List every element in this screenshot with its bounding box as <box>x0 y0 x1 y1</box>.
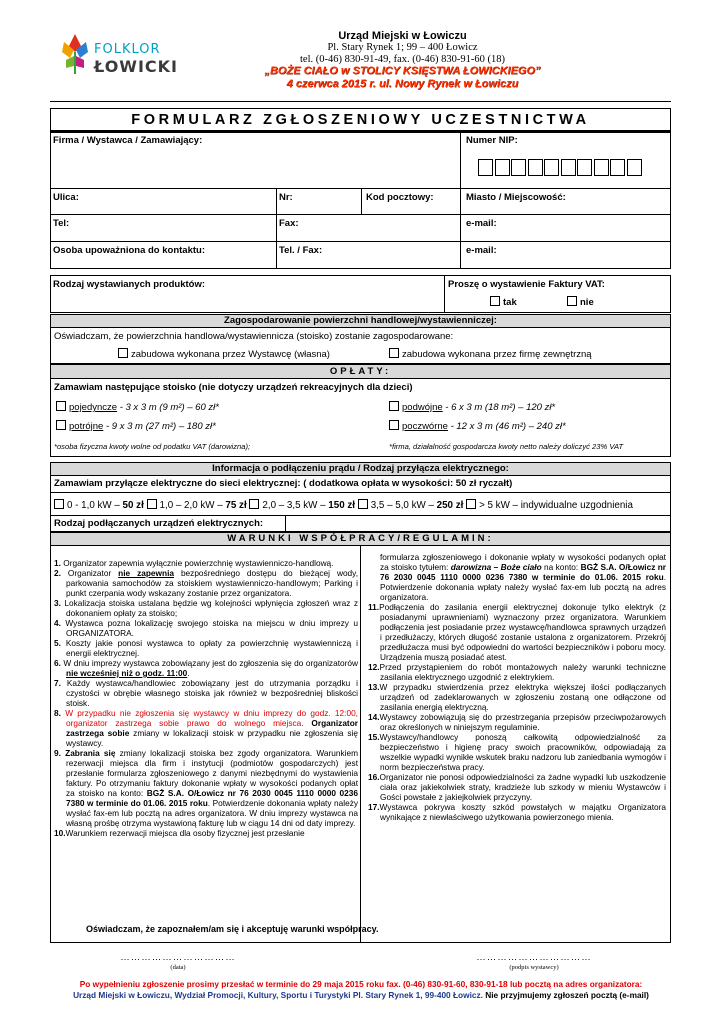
term-5: 5. Koszty jakie ponosi wystawca to opłaty za powierzchnię wystawienniczą i energii elektrycznej. <box>54 638 358 658</box>
checkbox-icon[interactable] <box>358 499 368 509</box>
organizer-name: Urząd Miejski w Łowiczu <box>338 30 467 42</box>
term-3: 3. Lokalizacja stoiska ustalana będzie wg kolejności wpłynięcia zgłoszeń wraz z dokonaniem opłaty za stoisko; <box>54 598 358 618</box>
power-option-4[interactable]: 3,5 – 5,0 kW – 250 zł <box>358 500 464 511</box>
term-2: 2. Organizator nie zapewnia bezpośredniego dostępu do bieżącej wody, parkowania samochodów za stoiskiem wystawienniczo-handlowym; Parking i punkt czerpania wody wskazany zostanie przez organizatora. <box>54 568 359 598</box>
checkbox-icon[interactable] <box>389 348 399 358</box>
logo-text-folklor: FOLKLOR <box>94 42 161 57</box>
fax-field[interactable] <box>276 214 461 242</box>
term-16: 16.Organizator nie ponosi odpowiedzialności za żadne wypadki lub uszkodzenie ciała oraz jakiekolwiek straty, kradzieże lub szkody w mieniu Wystawców i Gości powstałe z jakiejkolwiek przyczyny. <box>368 772 666 802</box>
checkbox-icon[interactable] <box>118 348 128 358</box>
term-1: 1. Organizator zapewnia wyłącznie powierzchnię wystawienniczo-handlową. <box>54 558 334 568</box>
email-not-accepted-note: Nie przyjmujemy zgłoszeń pocztą (e-mail) <box>482 990 649 1000</box>
form-title: FORMULARZ ZGŁOSZENIOWY UCZESTNICTWA <box>50 108 671 132</box>
nip-digit-boxes[interactable] <box>478 159 643 178</box>
city-label: Miasto / Miejscowość: <box>466 192 566 203</box>
terms-right-column <box>368 552 666 822</box>
terms-left-column <box>54 558 358 838</box>
arrangement-own-option[interactable]: zabudowa wykonana przez Wystawcę (własna) <box>118 348 330 360</box>
term-9: 9. Zabrania się zmiany lokalizacji stoiska bez zgody organizatora. Warunkiem rezerwacji miejsca dla firm i instytucji (podmiotów gospodarczych) jest przesłanie formularza zgłoszeniowego z danymi niezbędnymi do wystawienia faktury. Po otrzymaniu faktury dokonanie wpłaty w wysokości podanych opłat za stoisko na konto: BGŻ S.A. O/Łowicz nr 76 2030 0045 1110 0000 0236 7380 w terminie do 01.06. 2015 roku. Potwierdzenie dokonania wpłaty należy wysłać fax-em lub pocztą na adres organizatora. W dniu imprezy wystawca na własną prośbę otrzyma wystawioną fakturę lub w ciągu 14 dni od daty imprezy. <box>54 748 358 828</box>
contact-email-label: e-mail: <box>466 245 497 256</box>
event-title: „BOŻE CIAŁO w STOLICY KSIĘSTWA ŁOWICKIEGO” <box>264 65 541 77</box>
power-option-3[interactable]: 2,0 – 3,5 kW – 150 zł <box>249 500 355 511</box>
fees-note-company: *firma, działalność gospodarcza kwoty netto należy doliczyć 23% VAT <box>389 442 624 451</box>
checkbox-icon[interactable] <box>389 401 399 411</box>
arrangement-external-option[interactable]: zabudowa wykonana przez firmę zewnętrzną <box>389 348 592 360</box>
acceptance-statement: Oświadczam, że zapoznałem/am się i akceptuję warunki współpracy. <box>86 924 379 934</box>
street-label: Ulica: <box>53 192 79 203</box>
vat-no-option[interactable]: nie <box>567 296 594 308</box>
fees-header: OPŁATY: <box>50 364 671 379</box>
phone-field[interactable] <box>50 214 277 242</box>
number-label: Nr: <box>279 192 293 203</box>
postal-code-label: Kod pocztowy: <box>366 192 434 203</box>
term-10: 10.Warunkiem rezerwacji miejsca dla osoby fizycznej jest przesłanie <box>54 828 305 838</box>
fax-label: Fax: <box>279 218 299 229</box>
term-13: 13.W przypadku stwierdzenia przez elektryka większej ilości podłączanych urządzeń od zadeklarowanych w zgłoszeniu zostaną one odłączone od zasilania energią elektryczną. <box>368 682 666 712</box>
phone-label: Tel: <box>53 218 70 229</box>
term-14: 14.Wystawcy zobowiązują się do przestrzegania przepisów przeciwpożarowych oraz określonych w niniejszym regulaminie. <box>368 712 666 732</box>
company-label: Firma / Wystawca / Zamawiający: <box>53 135 203 146</box>
date-caption: (data) <box>170 964 186 971</box>
checkbox-icon[interactable] <box>54 499 64 509</box>
nip-label: Numer NIP: <box>466 135 518 146</box>
header-divider <box>50 101 671 102</box>
arrangement-header: Zagospodarowanie powierzchni handlowej/wystawienniczej: <box>50 314 671 328</box>
organizer-full-address: Urząd Miejski w Łowiczu, Wydział Promocji, Kultury, Sportu i Turystyki Pl. Stary Rynek 1, 99-400 Łowicz. <box>73 990 483 1000</box>
power-option-2[interactable]: 1,0 – 2,0 kW – 75 zł <box>147 500 247 511</box>
devices-label: Rodzaj podłączanych urządzeń elektrycznych: <box>54 518 264 529</box>
checkbox-icon[interactable] <box>249 499 259 509</box>
electricity-header: Informacja o podłączeniu prądu / Rodzaj przyłącza elektrycznego: <box>50 462 671 476</box>
email-label: e-mail: <box>466 218 497 229</box>
term-8: 8. W przypadku nie zgłoszenia się wystawcy w dniu imprezy do godz. 12:00, organizator zastrzega sobie prawo do wolnego miejsca. Organizator zastrzega sobie zmiany w lokalizacji stoisk w przypadku nie zgłoszenia się wystawcy. <box>54 708 358 748</box>
power-option-5[interactable]: > 5 kW – indywidualne uzgodnienia <box>466 500 633 511</box>
organizer-contact: tel. (0-46) 830-91-49, fax. (0-46) 830-91-60 (18) <box>300 54 505 65</box>
checkbox-icon[interactable] <box>466 499 476 509</box>
stand-double-option[interactable]: podwójne - 6 x 3 m (18 m²) – 120 zł* <box>389 401 555 413</box>
stand-single-option[interactable]: pojedyncze - 3 x 3 m (9 m²) – 60 zł* <box>56 401 219 413</box>
vat-invoice-label: Proszę o wystawienie Faktury VAT: <box>448 279 605 290</box>
terms-column-divider <box>360 545 361 943</box>
exhibitor-signature-line[interactable]: …………………………… <box>476 952 592 963</box>
checkbox-icon[interactable] <box>56 420 66 430</box>
devices-field[interactable] <box>285 515 671 532</box>
folklor-logo <box>60 30 200 78</box>
electricity-options <box>54 499 633 511</box>
folk-flower-logo-icon <box>60 30 90 76</box>
checkbox-icon[interactable] <box>147 499 157 509</box>
term-17: 17.Wystawca pokrywa koszty szkód powstałych w majątku Organizatora wynikające z niewłaściwego użytkowania powierzonego mienia. <box>368 802 666 822</box>
stand-quadruple-option[interactable]: poczwórne - 12 x 3 m (46 m²) – 240 zł* <box>389 420 566 432</box>
arrangement-statement: Oświadczam, że powierzchnia handlowa/wystawiennicza (stoisko) zostanie zagospodarowane: <box>54 331 454 342</box>
event-date: 4 czerwca 2015 r. ul. Nowy Rynek w Łowiczu <box>286 78 519 90</box>
electricity-intro: Zamawiam przyłącze elektryczne do sieci elektrycznej: ( dodatkowa opłata w wysokości: 50 zł ryczałt) <box>54 478 513 489</box>
term-4: 4. Wystawca pozna lokalizację swojego stoiska na miejscu w dniu imprezy u ORGANIZATORA. <box>54 618 358 638</box>
checkbox-icon[interactable] <box>490 296 500 306</box>
signature-caption: (podpis wystawcy) <box>509 964 559 971</box>
contact-person-label: Osoba upoważniona do kontaktu: <box>53 245 205 256</box>
submission-note <box>36 979 686 1001</box>
logo-text-lowicki: ŁOWICKI <box>94 57 178 76</box>
power-option-1[interactable]: 0 - 1,0 kW – 50 zł <box>54 500 144 511</box>
term-12: 12.Przed przystąpieniem do robót montażowych należy warunki techniczne zasilania elektrycznego uzgodnić z elektrykiem. <box>368 662 666 682</box>
checkbox-icon[interactable] <box>56 401 66 411</box>
fees-intro: Zamawiam następujące stoisko (nie dotyczy urządzeń rekreacyjnych dla dzieci) <box>54 382 413 393</box>
checkbox-icon[interactable] <box>389 420 399 430</box>
organizer-address: Pl. Stary Rynek 1; 99 – 400 Łowicz <box>327 42 478 53</box>
term-10-continued: formularza zgłoszeniowego i dokonanie wpłaty w wysokości podanych opłat za stoisko tytułem: darowizna – Boże ciało na konto: BGŻ S.A. O/Łowicz nr 76 2030 0045 1110 0000 0236 7380 w terminie do 01.06. 2015 roku. Potwierdzenie dokonania wpłaty należy wysłać fax-em lub pocztą na adres organizatora. <box>380 552 666 602</box>
term-7: 7. Każdy wystawca/handlowiec zobowiązany jest do utrzymania porządku i czystości w obrębie własnego stoiska jak również w bezpośredniej bliskości stoisk. <box>54 678 358 708</box>
vat-yes-option[interactable]: tak <box>490 296 517 308</box>
stand-triple-option[interactable]: potrójne - 9 x 3 m (27 m²) – 180 zł* <box>56 420 216 432</box>
fees-note-individual: *osoba fizyczna kwoty wolne od podatku VAT (darowizna); <box>54 442 251 451</box>
term-15: 15.Wystawcy/handlowcy ponoszą całkowitą odpowiedzialność za bezpieczeństwo i higienę pracy swoich pracowników, odpowiadają za wszelkie wypadki wynikłe wskutek braku nadzoru lub zaniedbania wymogów i norm bezpieczeństwa pracy. <box>368 732 666 772</box>
street-field[interactable] <box>50 188 277 215</box>
checkbox-icon[interactable] <box>567 296 577 306</box>
products-label: Rodzaj wystawianych produktów: <box>53 279 206 290</box>
submission-deadline: Po wypełnieniu zgłoszenie prosimy przesłać w terminie do 29 maja 2015 roku fax. (0-46) 830-91-60, 830-91-18 lub pocztą na adres organizatora: <box>79 979 643 989</box>
date-signature-line[interactable]: …………………………… <box>120 952 236 963</box>
contact-phone-fax-label: Tel. / Fax: <box>279 245 323 256</box>
term-11: 11.Podłączenia do zasilania energii elektrycznej dokonuje tylko elektryk (z posiadanymi uprawnieniami) wyznaczony przez organizatora. Warunkiem podłączenia jest posiadanie przez wystawcę/handlowca sprawnych urządzeń i przedłużaczy, których długość zostanie ustalona z organizatorem. Przekrój przedłużacza musi być odpowiedni do wartości bezpieczników i poboru mocy. Urządzenia muszą posiadać atest. <box>368 602 666 662</box>
terms-header: WARUNKI WSPÓŁPRACY/REGULAMIN: <box>50 532 671 546</box>
term-6: 6. W dniu imprezy wystawca zobowiązany jest do zgłoszenia się do organizatorów nie wcześniej niż o godz. 11:00. <box>54 658 358 678</box>
